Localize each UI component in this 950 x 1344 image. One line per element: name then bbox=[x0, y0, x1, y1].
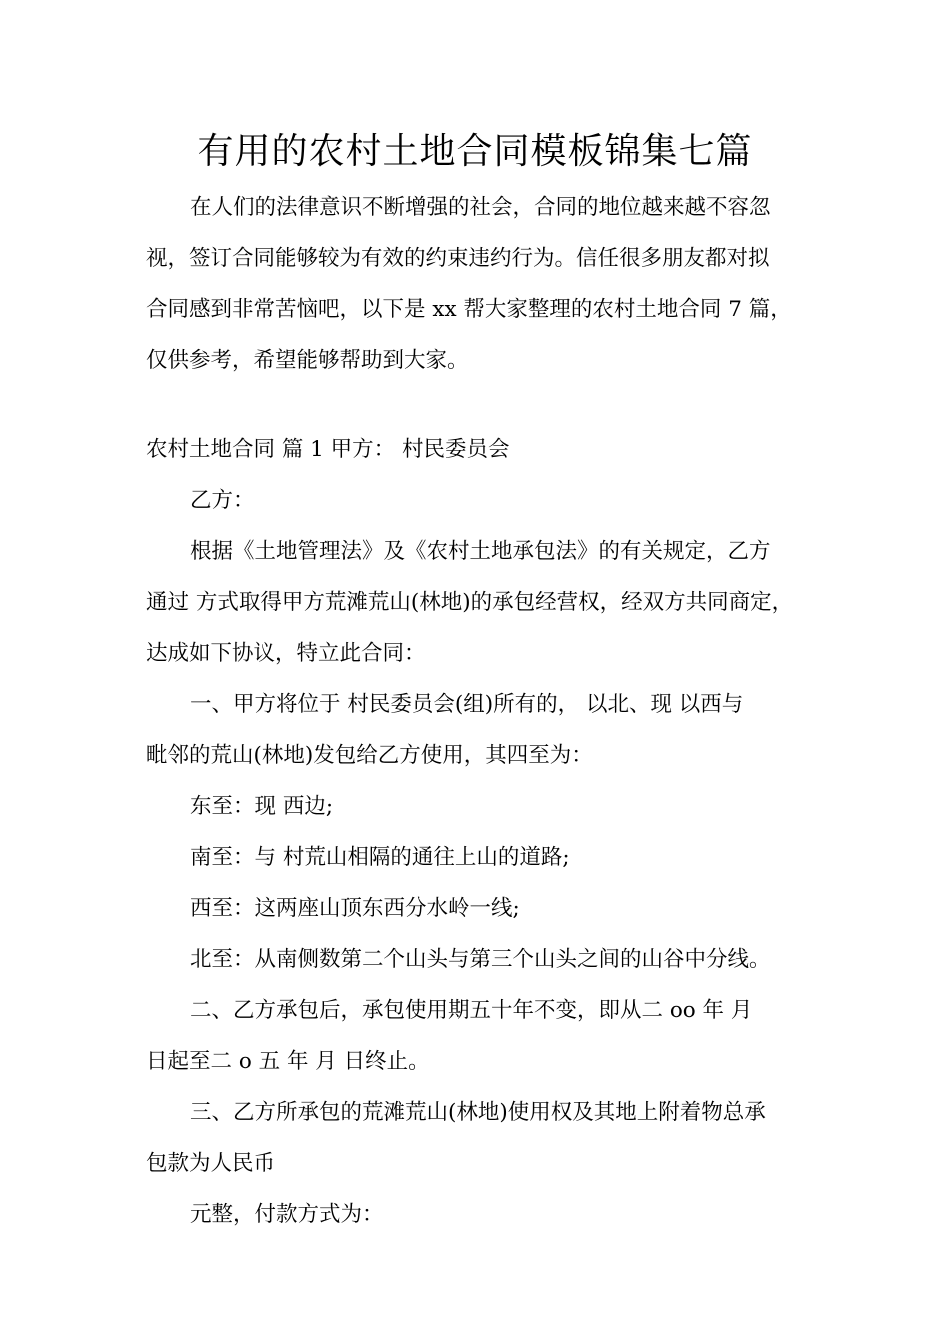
intro-paragraph bbox=[146, 182, 814, 386]
document-title: 有用的农村土地合同模板锦集七篇 bbox=[197, 131, 753, 172]
clause-one-line: 一、甲方将位于 村民委员会(组)所有的， 以北、现 以西与 bbox=[190, 692, 744, 717]
contract-line: 日起至二 o 五 年 月 日终止。 bbox=[146, 1049, 430, 1074]
party-b-line: 乙方： bbox=[190, 488, 255, 513]
boundary-north: 北至：从南侧数第二个山头与第三个山头之间的山谷中分线。 bbox=[190, 947, 771, 972]
boundary-south: 南至：与 村荒山相隔的通往上山的道路; bbox=[190, 845, 570, 870]
intro-line: 合同感到非常苦恼吧，以下是 xx 帮大家整理的农村土地合同 7 篇， bbox=[146, 297, 792, 322]
intro-line: 仅供参考，希望能够帮助到大家。 bbox=[146, 348, 469, 373]
contract-body bbox=[146, 424, 814, 1240]
intro-line: 在人们的法律意识不断增强的社会，合同的地位越来越不容忽 bbox=[190, 195, 771, 220]
clause-two-line: 二、乙方承包后，承包使用期五十年不变，即从二 oo 年 月 bbox=[190, 998, 753, 1023]
contract-line: 毗邻的荒山(林地)发包给乙方使用，其四至为： bbox=[146, 743, 593, 768]
clause-three-line: 三、乙方所承包的荒滩荒山(林地)使用权及其地上附着物总承 bbox=[190, 1100, 766, 1125]
contract-heading: 农村土地合同 篇 1 甲方： 村民委员会 bbox=[146, 437, 510, 462]
contract-line: 元整，付款方式为： bbox=[190, 1202, 384, 1227]
boundary-west: 西至：这两座山顶东西分水岭一线; bbox=[190, 896, 520, 921]
intro-line: 视，签订合同能够较为有效的约束违约行为。信任很多朋友都对拟 bbox=[146, 246, 770, 271]
boundary-east: 东至：现 西边; bbox=[190, 794, 334, 819]
contract-line: 包款为人民币 bbox=[146, 1151, 276, 1176]
contract-line: 达成如下协议，特立此合同： bbox=[146, 641, 426, 666]
contract-line: 根据《土地管理法》及《农村土地承包法》的有关规定，乙方 bbox=[190, 539, 771, 564]
contract-line: 通过 方式取得甲方荒滩荒山(林地)的承包经营权，经双方共同商定， bbox=[146, 590, 794, 615]
